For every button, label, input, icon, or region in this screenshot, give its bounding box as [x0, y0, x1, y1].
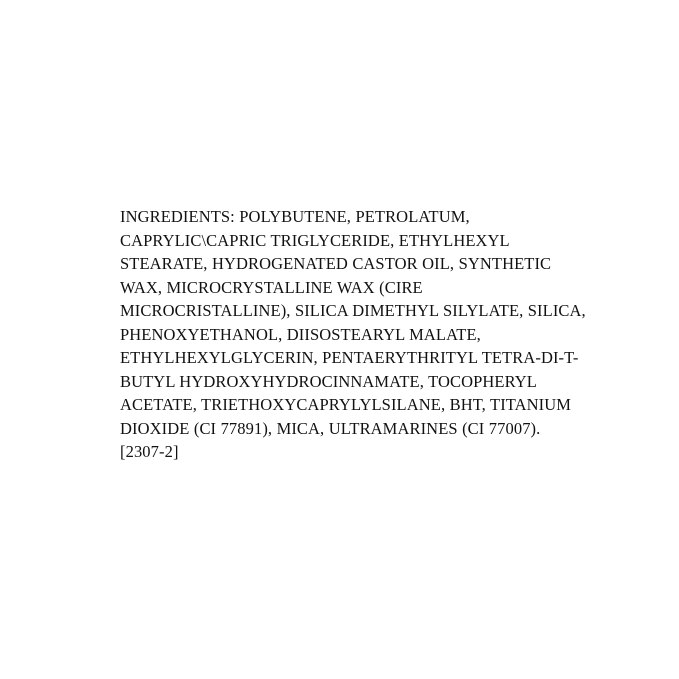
ingredients-paragraph: INGREDIENTS: POLYBUTENE, PETROLATUM, CAPRYLIC\CAPRIC TRIGLYCERIDE, ETHYLHEXYL STEARATE, HYDROGENATED CASTOR OIL, SYNTHETIC WAX, MICROCRYSTALLINE WAX (CIRE MICROCRISTALLINE), SILICA DIMETHYL SILYLATE, SILICA, PHENOXYETHANOL, DIISOSTEARYL MALATE, ETHYLHEXYLGLYCERIN, PENTAERYTHRITYL TETRA-DI-T-BUTYL HYDROXYHYDROCINNAMATE, TOCOPHERYL ACETATE, TRIETHOXYCAPRYLYLSILANE, BHT, TITANIUM DIOXIDE (CI 77891), MICA, ULTRAMARINES (CI 77007). [2307-2]: [120, 207, 591, 461]
